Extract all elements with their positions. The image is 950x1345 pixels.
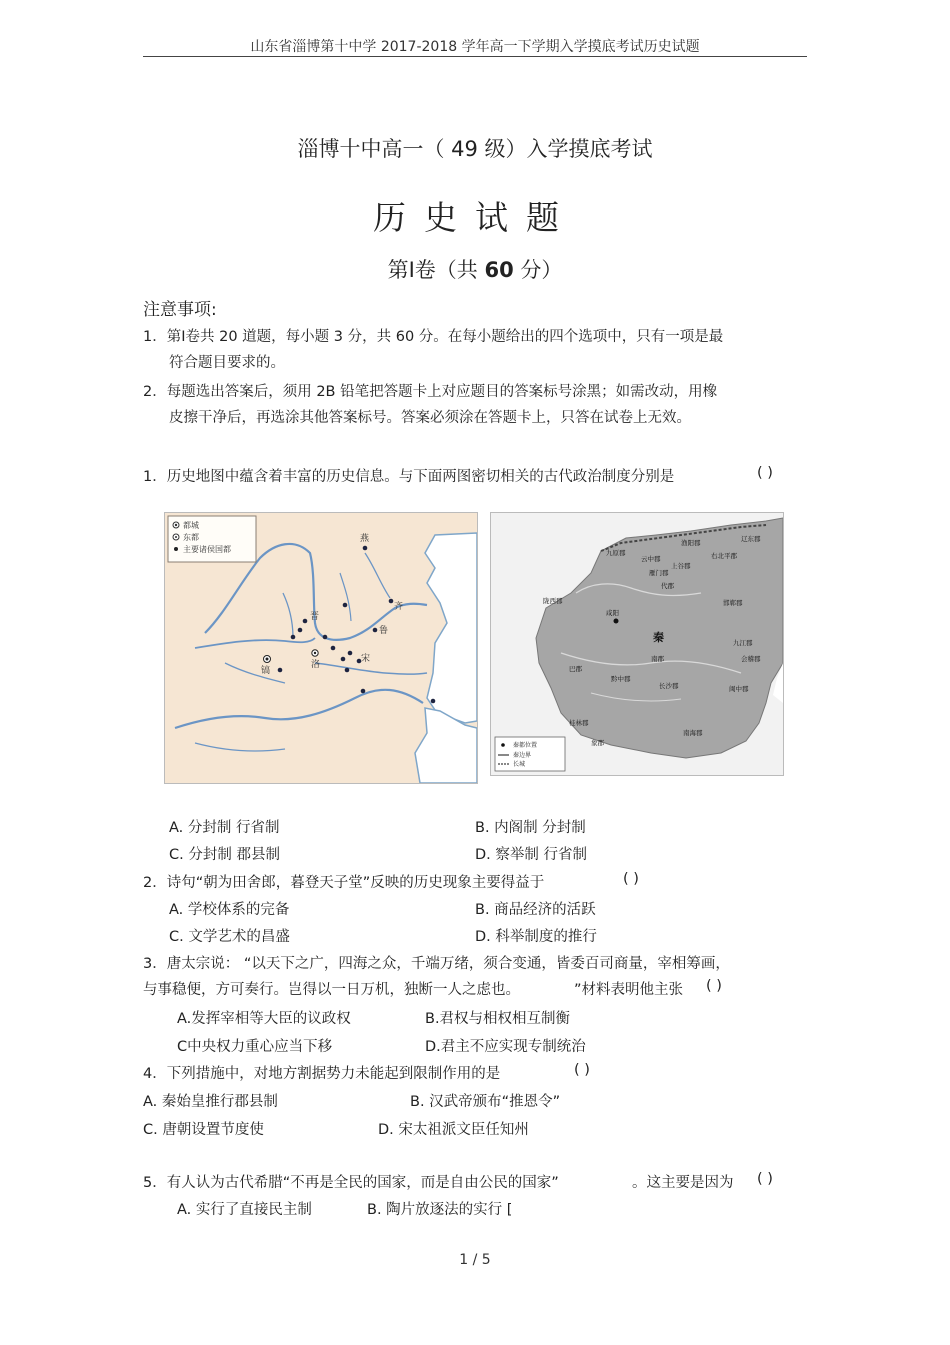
notes-heading: 注意事项:: [143, 300, 217, 320]
label-yan: 燕: [360, 534, 370, 544]
label-nanhai: 南海郡: [683, 729, 703, 737]
q4-stem: 4．下列措施中，对地方割据势力未能起到限制作用的是: [143, 1066, 501, 1082]
map-qin: [490, 512, 784, 776]
legend-qin-border: 秦边界: [513, 752, 532, 759]
label-yuyang: 渔阳郡: [681, 539, 701, 547]
label-kuaiji: 会稽郡: [741, 655, 761, 663]
q2-option-d: D. 科举制度的推行: [475, 929, 597, 945]
label-nan: 南郡: [651, 655, 664, 663]
q1-option-d: D. 察举制 行省制: [475, 847, 587, 863]
note-2: 2．每题选出答案后，须用 2B 铅笔把答题卡上对应题目的答案标号涂黑；如需改动，用橡: [143, 384, 718, 400]
section-title-suffix: 分）: [520, 258, 563, 282]
label-hao: 镐: [261, 666, 271, 676]
label-yunzhong: 云中郡: [641, 555, 661, 563]
legend-qin-capital: 秦都位置: [513, 742, 538, 749]
q5-option-b: B. 陶片放逐法的实行 [: [367, 1202, 513, 1218]
section-title-prefix: 第Ⅰ卷（共: [387, 258, 478, 282]
section-score: 60: [484, 258, 514, 282]
legend-east-capital: 东都: [183, 533, 199, 542]
label-dai: 代郡: [661, 582, 674, 590]
q3-line-2-end: ”材料表明他主张: [574, 982, 684, 998]
q2-option-a: A. 学校体系的完备: [169, 902, 290, 918]
q4-option-d: D. 宋太祖派文臣任知州: [378, 1122, 529, 1138]
label-jiujiang: 九江郡: [733, 639, 753, 647]
q3-line-2: 与事稳便，方可奏行。岂得以一日万机，独断一人之虑也。: [143, 982, 520, 998]
label-changsha: 长沙郡: [659, 682, 679, 690]
q2-option-b: B. 商品经济的活跃: [475, 902, 596, 918]
q4-answer-paren: ( ): [574, 1062, 590, 1078]
q1-answer-paren: ( ): [757, 465, 773, 481]
q1-stem: 1．历史地图中蕴含着丰富的历史信息。与下面两图密切相关的古代政治制度分别是: [143, 469, 675, 485]
label-jin: 晋: [310, 612, 320, 622]
legend-great-wall: 长城: [513, 761, 526, 768]
q3-option-d: D.君主不应实现专制统治: [425, 1039, 586, 1055]
label-lu: 鲁: [379, 626, 389, 636]
q3-line-1: 3．唐太宗说： “以天下之广，四海之众，千端万绪，须合变通，皆委百司商量，宰相筹画，: [143, 956, 730, 972]
label-xiang: 象郡: [591, 739, 604, 747]
note-2-cont: 皮擦干净后，再选涂其他答案标号。答案必须涂在答题卡上，只答在试卷上无效。: [169, 410, 691, 426]
page-number: 1 / 5: [459, 1252, 491, 1268]
q5-option-a: A. 实行了直接民主制: [177, 1202, 312, 1218]
map-qin-graphic: [491, 513, 783, 775]
label-longxi: 陇西郡: [543, 597, 563, 605]
label-shanggu: 上谷郡: [671, 562, 691, 570]
q4-option-b: B. 汉武帝颁布“推恩令”: [410, 1094, 561, 1110]
label-qianzhong: 黔中郡: [611, 675, 631, 683]
q1-option-c: C. 分封制 郡县制: [169, 847, 280, 863]
q2-option-c: C. 文学艺术的昌盛: [169, 929, 290, 945]
label-song: 宋: [361, 654, 371, 664]
q2-answer-paren: ( ): [623, 871, 639, 887]
legend-vassal-capitals: 主要诸侯国都: [183, 545, 231, 554]
q1-option-a: A. 分封制 行省制: [169, 820, 280, 836]
exam-title: 淄博十中高一（ 49 级）入学摸底考试: [297, 137, 653, 161]
q3-answer-paren: ( ): [706, 978, 722, 994]
note-1-cont: 符合题目要求的。: [169, 355, 285, 371]
q3-option-a: A.发挥宰相等大臣的议政权: [177, 1011, 351, 1027]
label-qin: 秦: [653, 631, 664, 644]
label-youbeiping: 右北平郡: [711, 552, 737, 560]
header-rule: [143, 56, 807, 57]
q5-stem-end: 。这主要是因为: [632, 1175, 734, 1191]
section-title: [0, 254, 950, 284]
map-western-zhou-graphic: [165, 513, 477, 783]
label-liaodong: 辽东郡: [741, 535, 761, 543]
label-xianyang: 咸阳: [606, 609, 619, 617]
q1-option-b: B. 内阁制 分封制: [475, 820, 586, 836]
label-jiuyuan: 九原郡: [606, 549, 626, 557]
label-handan: 邯郸郡: [723, 599, 743, 607]
label-minzhong: 闽中郡: [729, 685, 749, 693]
q3-option-b: B.君权与相权相互制衡: [425, 1011, 571, 1027]
label-guilin: 桂林郡: [569, 719, 589, 727]
q3-option-c: C中央权力重心应当下移: [177, 1039, 333, 1055]
q5-answer-paren: ( ): [757, 1171, 773, 1187]
page-header: 山东省淄博第十中学 2017-2018 学年高一下学期入学摸底考试历史试题: [250, 39, 700, 55]
note-1: 1．第Ⅰ卷共 20 道题，每小题 3 分，共 60 分。在每小题给出的四个选项中，只有一项是最: [143, 329, 724, 345]
q4-option-c: C. 唐朝设置节度使: [143, 1122, 264, 1138]
label-qi: 齐: [394, 602, 404, 612]
label-yanmen: 雁门郡: [649, 569, 669, 577]
q2-stem: 2．诗句“朝为田舍郎，暮登天子堂”反映的历史现象主要得益于: [143, 875, 545, 891]
map-western-zhou: [164, 512, 478, 784]
q4-option-a: A. 秦始皇推行郡县制: [143, 1094, 278, 1110]
label-ba: 巴郡: [569, 665, 582, 673]
subject-title: 历史试题: [373, 198, 577, 237]
q5-stem: 5．有人认为古代希腊“不再是全民的国家，而是自由公民的国家”: [143, 1175, 559, 1191]
legend-capital: 都城: [183, 521, 199, 530]
label-luo: 洛: [311, 660, 321, 670]
